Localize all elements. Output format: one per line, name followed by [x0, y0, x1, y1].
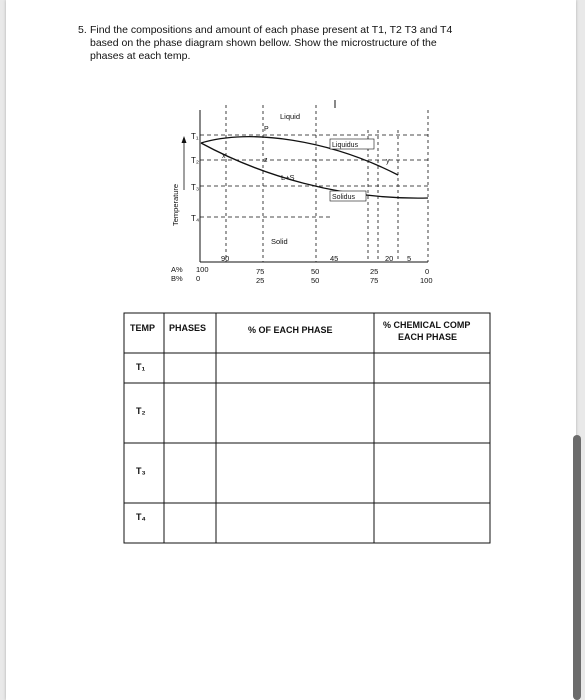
- composition-guides: [226, 105, 428, 262]
- point-p: P: [264, 126, 269, 133]
- question-line-2: based on the phase diagram shown bellow. Show the microstructure of the: [90, 37, 437, 49]
- composition-mark-5: 5: [407, 254, 412, 263]
- axis-prefix-b: B%: [171, 274, 183, 283]
- axis-prefix-a: A%: [171, 265, 183, 274]
- temp-label-t1: T₁: [191, 132, 199, 141]
- axis-tick-a-25: 25: [370, 267, 379, 276]
- region-liquid: Liquid: [280, 112, 301, 121]
- point-z: z: [264, 157, 268, 164]
- temp-label-t2: T₂: [191, 156, 199, 165]
- header-temp: TEMP: [130, 323, 156, 333]
- row-label-t1: T₁: [136, 362, 146, 372]
- axis-tick-b-0: 0: [196, 274, 201, 283]
- axis-tick-a-75: 75: [256, 267, 265, 276]
- isotherm-lines: [200, 135, 428, 217]
- row-label-t3: T₃: [136, 466, 146, 476]
- header-phases: PHASES: [169, 323, 207, 333]
- axis-tick-a-50: 50: [311, 267, 320, 276]
- y-axis-label: Temperature: [171, 183, 180, 226]
- temp-label-t3: T₃: [191, 183, 200, 192]
- liquidus-label: Liquidus: [332, 142, 359, 149]
- axis-tick-b-75: 75: [370, 276, 379, 285]
- axis-tick-a-0: 0: [425, 267, 430, 276]
- axis-tick-a-100: 100: [196, 265, 209, 274]
- question-number: 5.: [78, 24, 87, 36]
- axis-tick-b-50: 50: [311, 276, 320, 285]
- solidus-label: Solidus: [332, 194, 355, 201]
- temp-label-t4: T₄: [191, 214, 200, 223]
- scrollbar-thumb[interactable]: [573, 435, 581, 700]
- header-each-phase: EACH PHASE: [398, 332, 458, 342]
- composition-mark-20: 20: [385, 254, 394, 263]
- solidus-curve: [201, 143, 428, 198]
- header-chem-comp: % CHEMICAL COMP: [383, 320, 471, 330]
- axis-tick-b-100: 100: [420, 276, 433, 285]
- row-label-t4: T₄: [136, 512, 146, 522]
- question-line-3: phases at each temp.: [90, 50, 191, 62]
- point-x: x: [222, 153, 226, 160]
- composition-mark-90: 90: [221, 254, 230, 263]
- header-percent-phase: % OF EACH PHASE: [248, 325, 333, 335]
- region-two-phase: L+S: [281, 173, 295, 182]
- composition-mark-45: 45: [330, 254, 339, 263]
- row-label-t2: T₂: [136, 406, 146, 416]
- question-line-1: Find the compositions and amount of each phase present at T1, T2 T3 and T4: [90, 24, 453, 36]
- axis-tick-b-25: 25: [256, 276, 265, 285]
- phase-diagram: [0, 0, 585, 310]
- point-y: y: [386, 158, 390, 165]
- region-solid: Solid: [271, 237, 288, 246]
